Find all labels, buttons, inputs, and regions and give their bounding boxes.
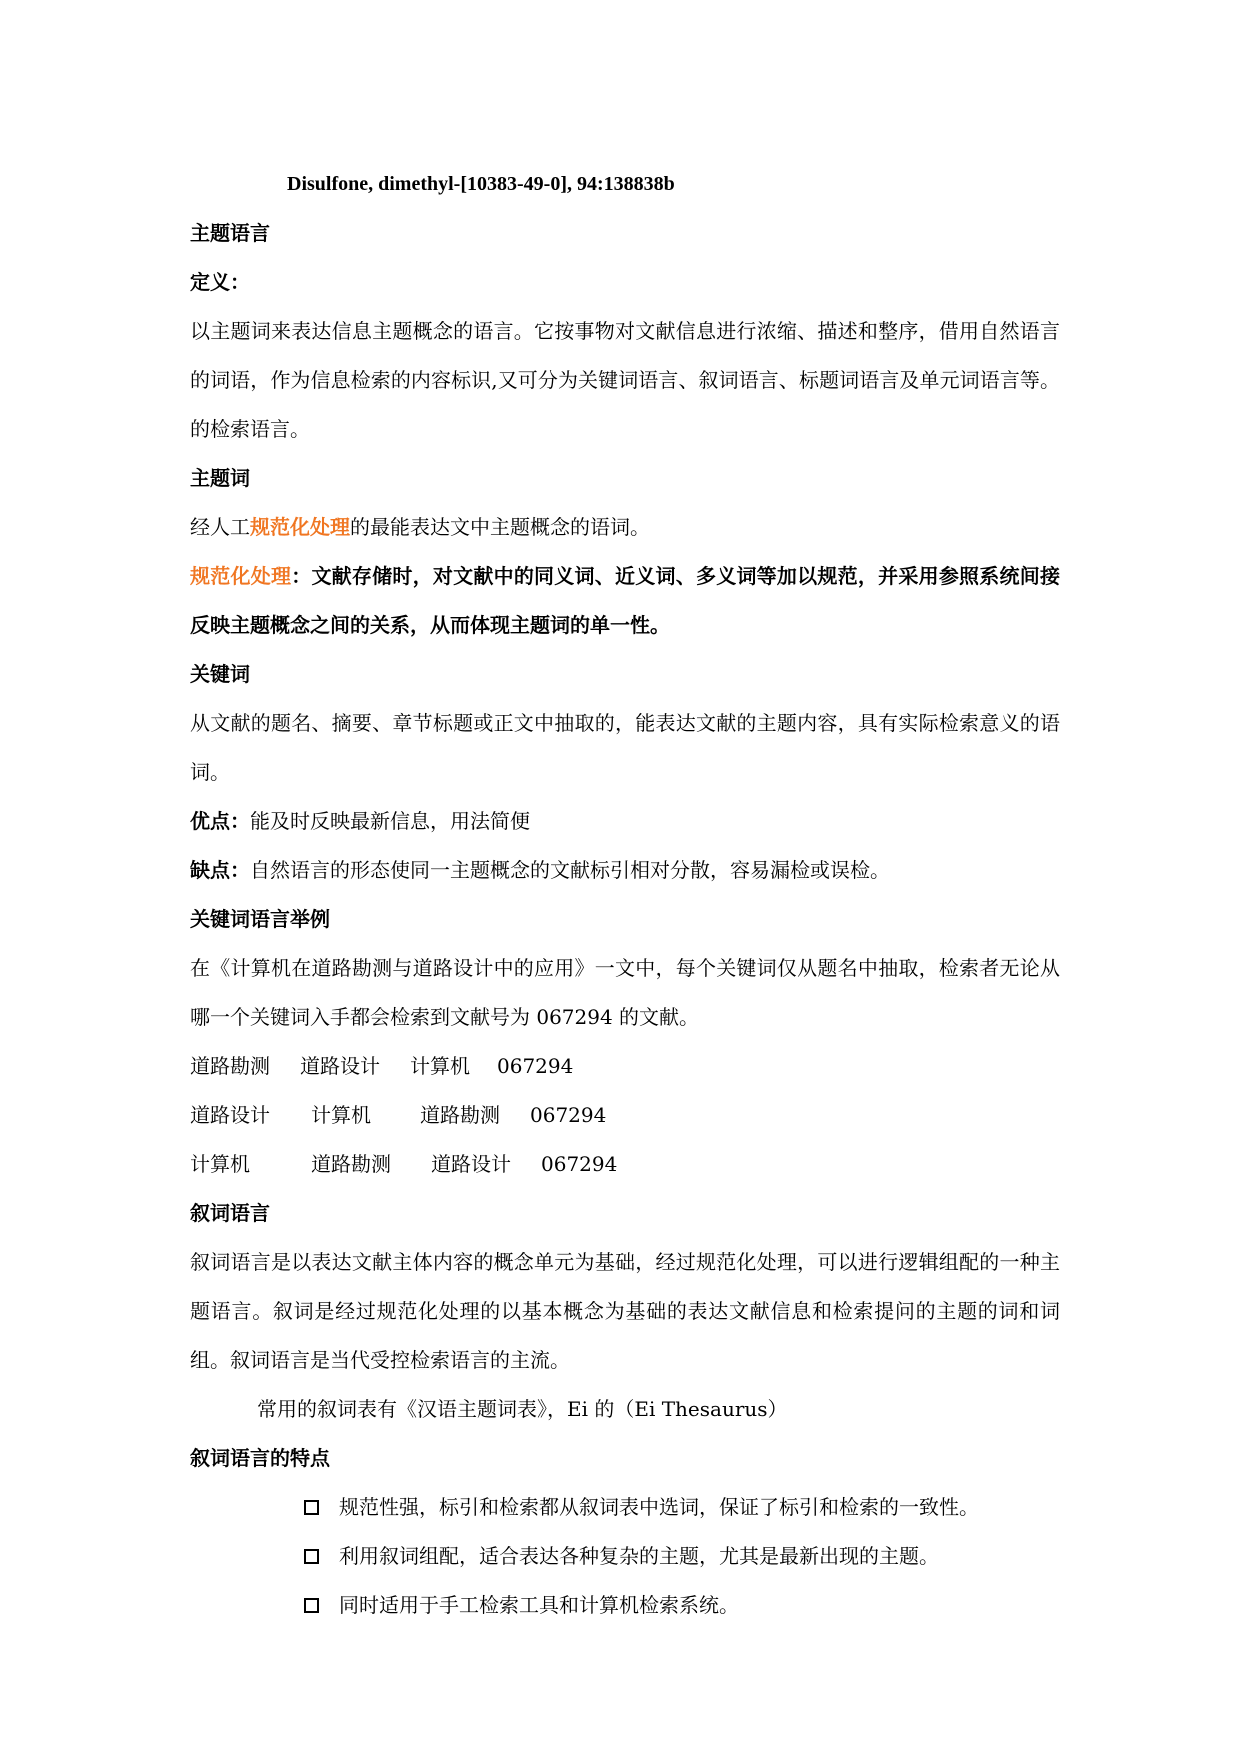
keyword-cell: 计算机 — [410, 1054, 470, 1078]
document-number: 067294 — [497, 1054, 574, 1078]
list-item-text: 同时适用于手工检索工具和计算机检索系统。 — [339, 1593, 739, 1617]
list-item — [190, 1532, 1060, 1581]
document-page — [190, 160, 1060, 1630]
heading-keyword: 关键词 — [190, 662, 250, 686]
subject-term-prefix: 经人工 — [190, 515, 250, 539]
keyword-row — [190, 1042, 1060, 1091]
definition-label: 定义： — [190, 270, 250, 294]
keyword-cell: 道路勘测 — [190, 1054, 270, 1078]
keyword-definition: 从文献的题名、摘要、章节标题或正文中抽取的，能表达文献的主题内容，具有实际检索意义的语词。 — [190, 711, 1060, 784]
square-bullet-icon — [304, 1549, 319, 1564]
heading-descriptor-features: 叙词语言的特点 — [190, 1446, 330, 1470]
keyword-row — [190, 1091, 1060, 1140]
keyword-cell: 道路勘测 — [420, 1103, 500, 1127]
normalization-note — [190, 552, 1060, 650]
normalization-note-text: ：文献存储时，对文献中的同义词、近义词、多义词等加以规范，并采用参照系统间接反映主题概念之间的关系，从而体现主题词的单一性。 — [190, 564, 1061, 637]
pros-label: 优点： — [190, 809, 250, 833]
list-item — [190, 1581, 1060, 1630]
list-item — [190, 1483, 1060, 1532]
list-item-text: 利用叙词组配，适合表达各种复杂的主题，尤其是最新出现的主题。 — [339, 1544, 939, 1568]
keyword-cons — [190, 846, 1060, 895]
keyword-cell: 计算机 — [311, 1103, 371, 1127]
citation-line: Disulfone, dimethyl-[10383-49-0], 94:138838b — [287, 173, 675, 195]
keyword-example-paragraph: 在《计算机在道路勘测与道路设计中的应用》一文中，每个关键词仅从题名中抽取，检索者无论从哪一个关键词入手都会检索到文献号为 067294 的文献。 — [190, 956, 1060, 1029]
keyword-cell: 道路设计 — [431, 1152, 511, 1176]
heading-subject-language: 主题语言 — [190, 221, 270, 245]
cons-label: 缺点： — [190, 858, 250, 882]
keyword-pros — [190, 797, 1060, 846]
document-number: 067294 — [530, 1103, 607, 1127]
heading-subject-term: 主题词 — [190, 466, 250, 490]
keyword-cell: 道路设计 — [300, 1054, 380, 1078]
subject-term-suffix: 的最能表达文中主题概念的语词。 — [350, 515, 650, 539]
definition-paragraph: 以主题词来表达信息主题概念的语言。它按事物对文献信息进行浓缩、描述和整序，借用自然语言的词语，作为信息检索的内容标识,又可分为关键词语言、叙词语言、标题词语言及单元词语言等。的检索语言。 — [190, 319, 1060, 441]
keyword-cell: 道路设计 — [190, 1103, 270, 1127]
subject-term-definition — [190, 503, 1060, 552]
keyword-row — [190, 1140, 1060, 1189]
keyword-cell: 道路勘测 — [311, 1152, 391, 1176]
keyword-cell: 计算机 — [190, 1152, 250, 1176]
normalization-highlight: 规范化处理 — [250, 515, 350, 539]
list-item-text: 规范性强，标引和检索都从叙词表中选词，保证了标引和检索的一致性。 — [339, 1495, 979, 1519]
square-bullet-icon — [304, 1598, 319, 1613]
descriptor-paragraph: 叙词语言是以表达文献主体内容的概念单元为基础，经过规范化处理，可以进行逻辑组配的一种主题语言。叙词是经过规范化处理的以基本概念为基础的表达文献信息和检索提问的主题的词和词组。叙词语言是当代受控检索语言的主流。 — [190, 1250, 1060, 1372]
cons-text: 自然语言的形态使同一主题概念的文献标引相对分散，容易漏检或误检。 — [250, 858, 890, 882]
document-number: 067294 — [541, 1152, 618, 1176]
normalization-note-label: 规范化处理 — [190, 564, 292, 588]
pros-text: 能及时反映最新信息，用法简便 — [250, 809, 530, 833]
heading-descriptor-language: 叙词语言 — [190, 1201, 270, 1225]
heading-keyword-example: 关键词语言举例 — [190, 907, 330, 931]
common-thesaurus-line: 常用的叙词表有《汉语主题词表》，Ei 的（Ei Thesaurus） — [257, 1397, 788, 1421]
square-bullet-icon — [304, 1500, 319, 1515]
feature-list — [190, 1483, 1060, 1630]
